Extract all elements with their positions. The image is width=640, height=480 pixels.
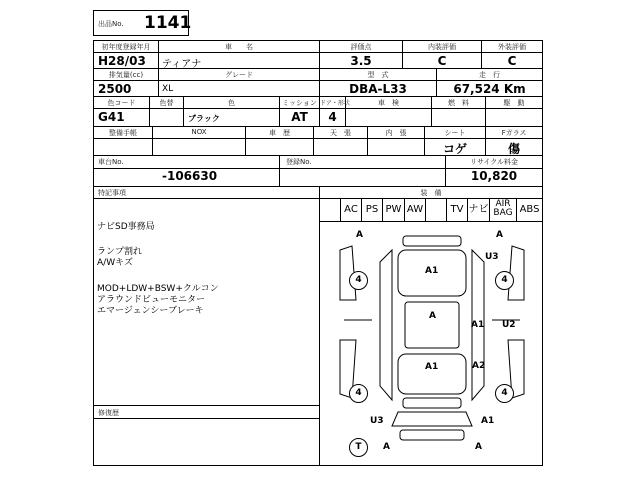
- equip-ps: PS: [365, 204, 379, 215]
- color-value: ブラック: [188, 114, 220, 123]
- chassis-label: 車台No.: [98, 158, 124, 166]
- mileage-value: 67,524 Km: [453, 82, 526, 96]
- damage-mark: 4: [495, 384, 514, 403]
- damage-mark: U3: [485, 252, 499, 262]
- model-value: DBA-L33: [349, 82, 407, 96]
- repair-history-label: 修復歴: [98, 409, 119, 417]
- damage-mark: A2: [472, 361, 486, 371]
- note-line: [97, 269, 219, 280]
- interior-label: 内装評価: [428, 43, 456, 51]
- damage-mark: A1: [425, 362, 439, 372]
- note-line: [97, 233, 219, 244]
- note-line: A/Wキズ: [97, 258, 133, 268]
- interior-value: C: [437, 54, 447, 68]
- registration-label: 登録No.: [286, 158, 312, 166]
- damage-mark: A: [475, 442, 482, 452]
- inspection-label: 車 検: [378, 99, 399, 107]
- recycle-value: 10,820: [470, 169, 518, 183]
- interior-trim-label: 内 張: [385, 129, 407, 137]
- fuel-label: 燃 料: [448, 99, 469, 107]
- equip-ac: AC: [344, 204, 358, 215]
- score-value: 3.5: [350, 54, 372, 68]
- history-label: 車 歴: [269, 129, 290, 137]
- mileage-label: 走 行: [479, 71, 500, 79]
- note-line: MOD+LDW+BSW+クルコン: [97, 284, 219, 294]
- color-label: 色: [228, 99, 235, 107]
- equip-aw: AW: [406, 204, 424, 215]
- nox-label: NOX: [191, 128, 207, 136]
- displacement-label: 排気量(cc): [108, 71, 144, 79]
- recycle-label: リサイクル料金: [469, 158, 519, 166]
- model-label: 型 式: [367, 71, 389, 79]
- note-line: エマージェンシーブレーキ: [97, 306, 204, 316]
- damage-mark: A1: [481, 416, 495, 426]
- color-code-label: 色コード: [107, 99, 136, 107]
- color-code-value: G41: [98, 110, 125, 124]
- score-label: 評価点: [350, 43, 372, 51]
- damage-mark: A: [383, 442, 390, 452]
- seat-label: シート: [444, 129, 466, 137]
- damage-mark: A1: [425, 266, 439, 276]
- door-label: ドア・形状: [320, 100, 350, 107]
- damage-mark: A: [356, 230, 363, 240]
- color-change-label: 色替: [159, 99, 174, 107]
- notes-body: [97, 222, 219, 317]
- notes-label: 特記事項: [98, 189, 126, 197]
- year-label: 初年度登録年月: [101, 43, 151, 51]
- mission-value: AT: [291, 110, 308, 124]
- damage-mark: U2: [502, 320, 516, 330]
- name-value: ティアナ: [162, 59, 202, 70]
- lot-number: 1141: [144, 13, 192, 33]
- exterior-value: C: [507, 54, 517, 68]
- damage-mark: A1: [471, 320, 485, 330]
- equipment-label: 装 備: [420, 189, 442, 197]
- ceiling-label: 天 張: [330, 129, 351, 137]
- manual-label: 整備手帳: [109, 129, 137, 137]
- seat-value: コゲ: [442, 142, 467, 156]
- chassis-value: -106630: [162, 169, 218, 183]
- door-value: 4: [328, 110, 337, 124]
- equip-airbag: AIR BAG: [493, 199, 513, 218]
- grade-value: XL: [162, 84, 174, 94]
- damage-mark: U3: [370, 416, 384, 426]
- note-line: ランプ割れ: [97, 247, 143, 257]
- damage-mark: 4: [349, 384, 368, 403]
- mission-label: ミッション: [282, 99, 317, 107]
- equip-navi: ナビ: [468, 204, 489, 215]
- name-label: 車 名: [225, 43, 253, 51]
- equip-abs: ABS: [519, 204, 540, 215]
- year-value: H28/03: [98, 54, 146, 68]
- glass-value: 傷: [507, 142, 520, 156]
- damage-mark: T: [349, 438, 368, 457]
- displacement-value: 2500: [98, 82, 132, 96]
- equip-pw: PW: [385, 204, 402, 215]
- damage-mark: 4: [495, 271, 514, 290]
- lot-number-label: 出品No.: [98, 20, 124, 28]
- exterior-label: 外装評価: [498, 43, 526, 51]
- equip-tv: TV: [450, 204, 464, 215]
- damage-mark: 4: [349, 271, 368, 290]
- glass-label: Fガラス: [501, 129, 527, 137]
- note-line: ナビSD事務局: [97, 222, 155, 232]
- note-line: アラウンドビューモニター: [97, 295, 206, 305]
- damage-mark: A: [496, 230, 503, 240]
- grade-label: グレード: [225, 71, 253, 79]
- damage-mark: A: [429, 311, 436, 321]
- drive-label: 駆 動: [503, 99, 525, 107]
